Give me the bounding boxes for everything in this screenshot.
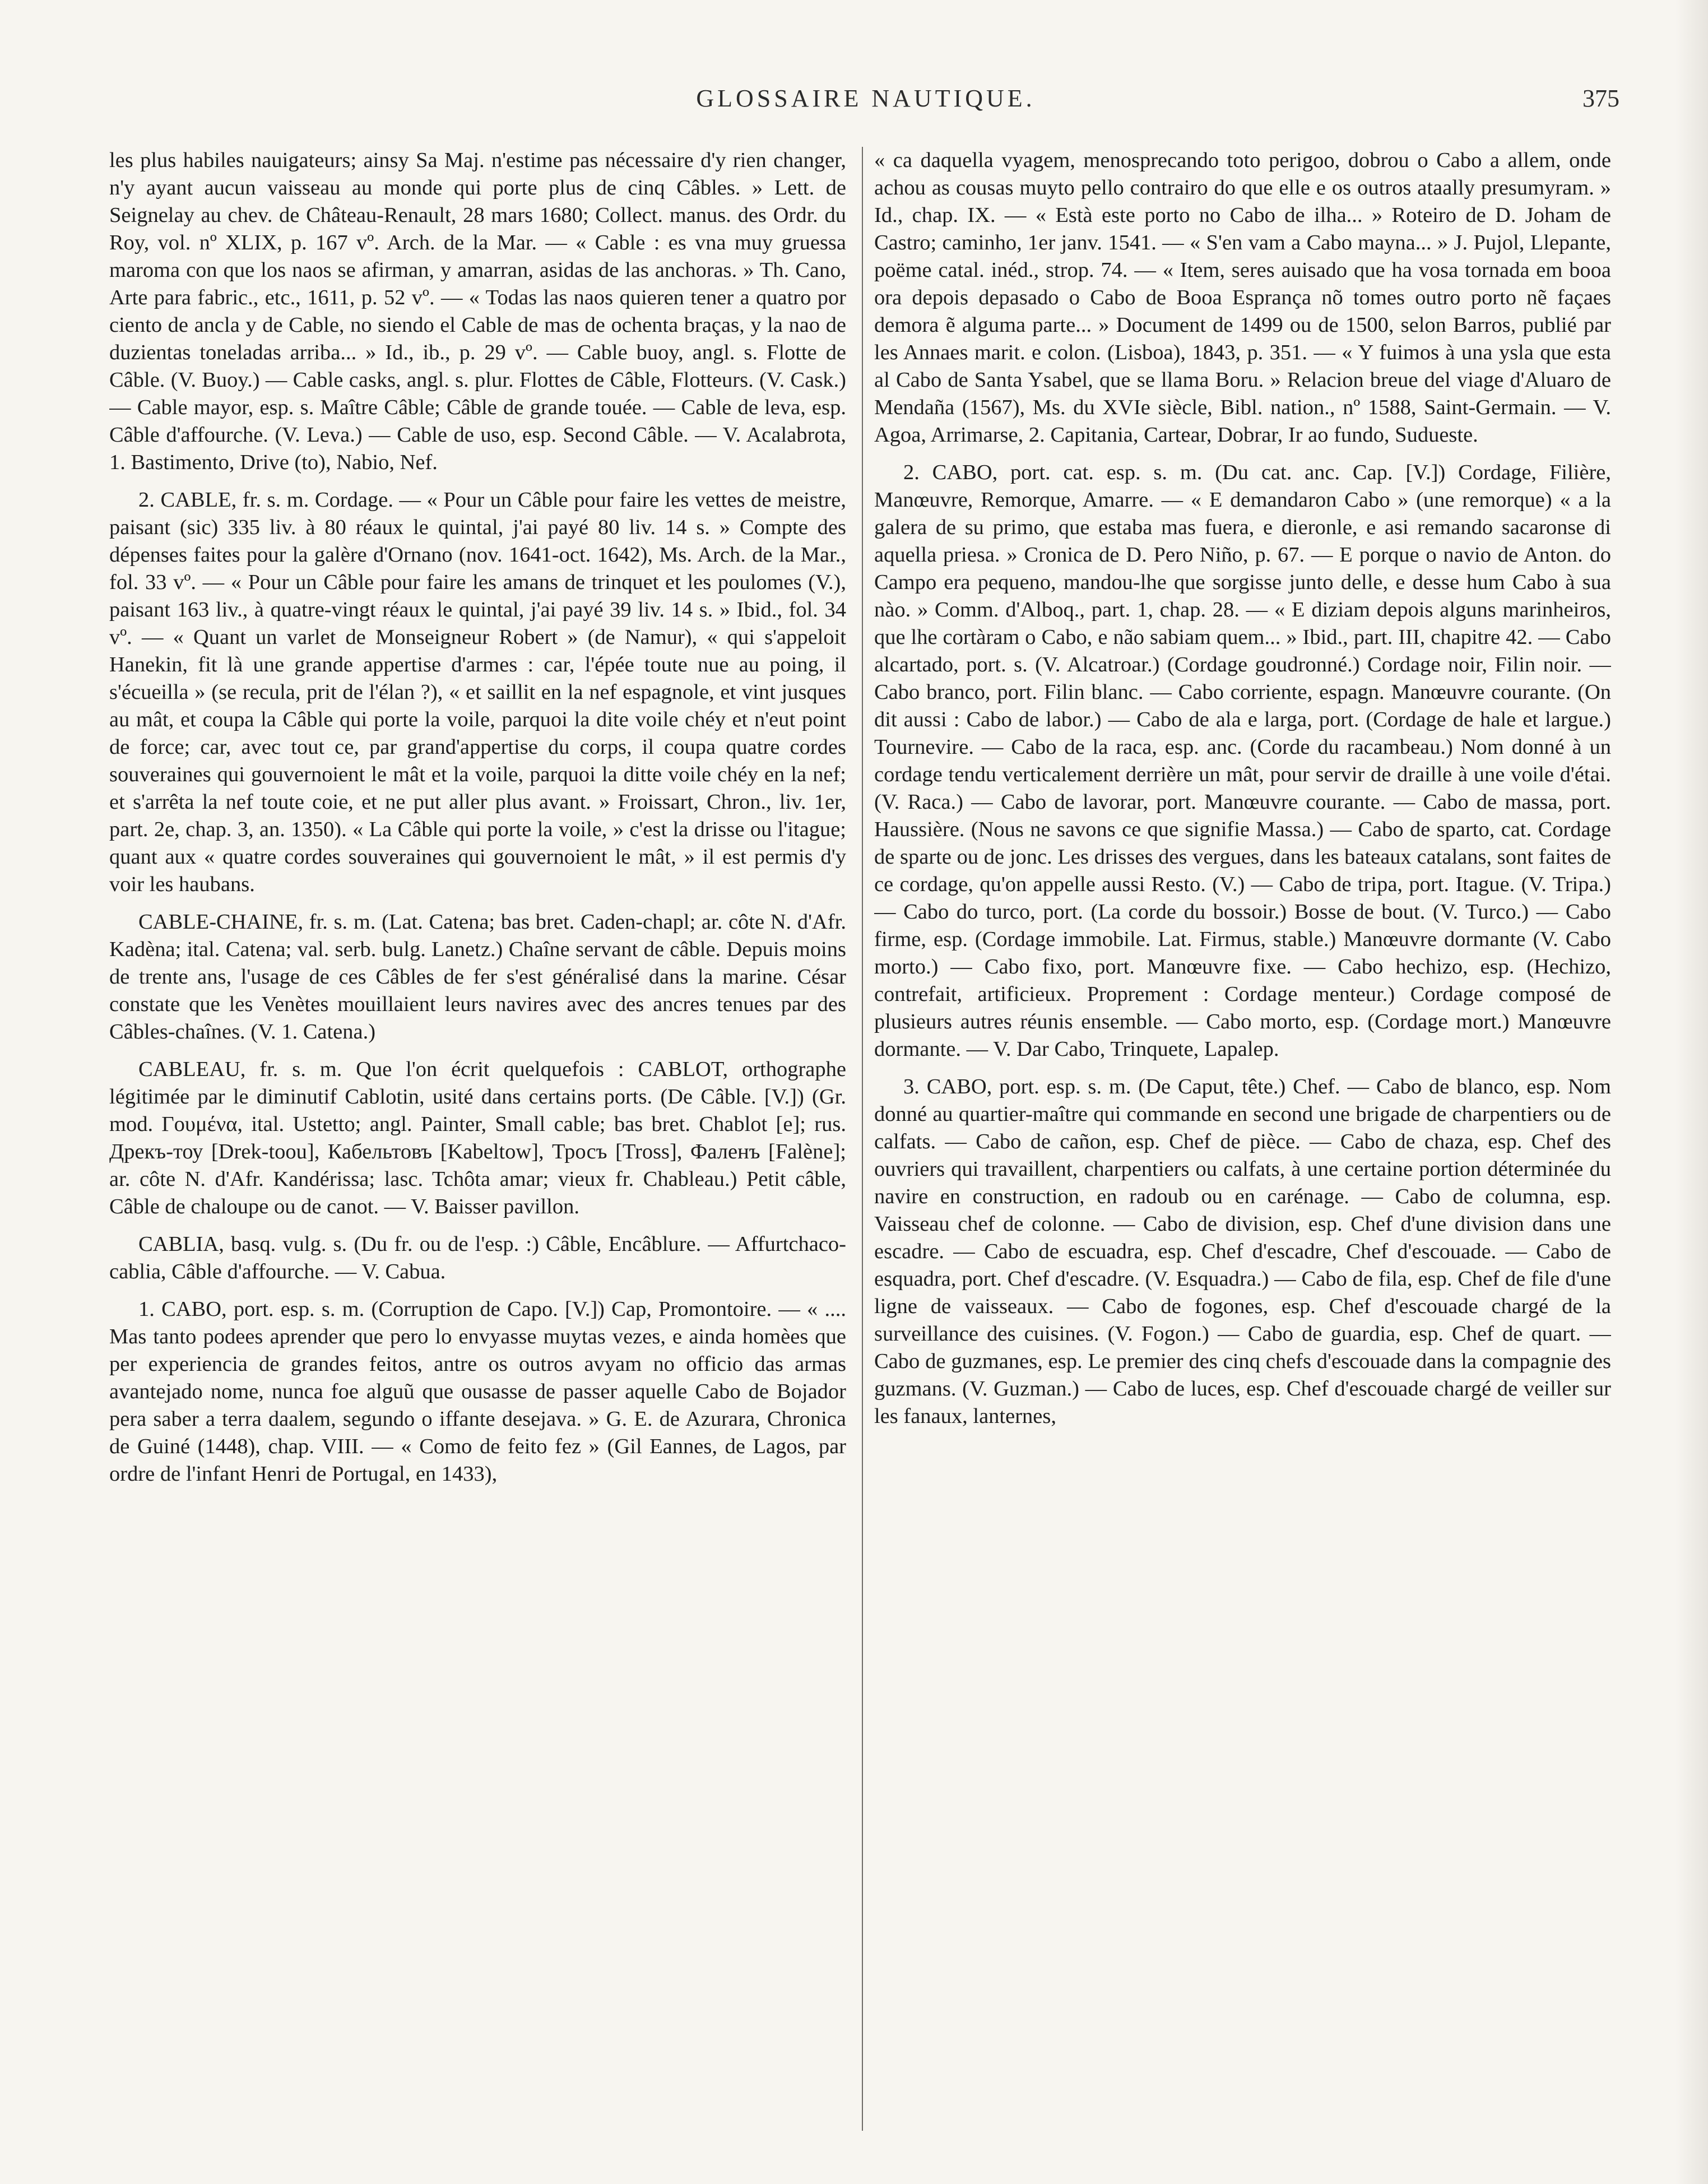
- entry-cablia: CABLIA, basq. vulg. s. (Du fr. ou de l'esp. :) Câble, Encâblure. — Affurtchaco-cablia, Câble d'affourche. — V. Cabua.: [109, 1232, 846, 1283]
- entry-1-cabo: 1. CABO, port. esp. s. m. (Corruption de Capo. [V.]) Cap, Promontoire. — « .... Mas tanto podees aprender que pero lo envyasse muytas vezes, e ainda homèes que per experiencia de grandes feitos, antre os outros avyam no officio das armas avantejado nome, nunca foe alguũ que ousasse de passer aquelle Cabo de Bojador pera saber a terra daalem, segundo o iffante desejava. » G. E. de Azurara, Chronica de Guiné (1448), chap. VIII. — « Como de feito fez » (Gil Eannes, de Lagos, par ordre de l'infant Henri de Portugal, en 1433),: [109, 1297, 846, 1486]
- entry-1-cabo-continued: « ca daquella vyagem, menosprecando toto perigoo, dobrou o Cabo a allem, onde achou as cousas muyto pello contrairo do que elle e os outros ataally presumyram. » Id., chap. IX. — « Està este porto no Cabo de ilha... » Roteiro de D. Joham de Castro; caminho, 1er janv. 1541. — « S'en vam a Cabo mayna... » J. Pujol, Llepante, poëme catal. inéd., strop. 74. — « Item, seres auisado que ha vosa tornada em booa ora depois depasado o Cabo de Booa Esprança nõ tomes outro porto nẽ façaes demora ẽ alguma parte... » Document de 1499 ou de 1500, selon Barros, publié par les Annaes marit. e colon. (Lisboa), 1843, p. 351. — « Y fuimos à una ysla que esta al Cabo de Santa Ysabel, que se llama Boru. » Relacion breue del viage d'Aluaro de Mendaña (1567), Ms. du XVIe siècle, Bibl. nation., nº 1588, Saint-Germain. — V. Agoa, Arrimarse, 2. Capitania, Cartear, Dobrar, Ir ao fundo, Sudueste.: [874, 149, 1611, 447]
- entry-cableau: CABLEAU, fr. s. m. Que l'on écrit quelquefois : CABLOT, orthographe légitimée par le diminutif Cablotin, usité dans certains ports. (De Câble. [V.]) (Gr. mod. Γουμένα, ital. Ustetto; angl. Painter, Small cable; bas bret. Chablot [e]; rus. Дрекъ-тоу [Drek-toou], Кабельтовъ [Kabeltow], Тросъ [Tross], Фаленъ [Falène]; ar. côte N. d'Afr. Kandérissa; lasc. Tchôta amar; vieux fr. Chableau.) Petit câble, Câble de chaloupe ou de canot. — V. Baisser pavillon.: [109, 1058, 846, 1218]
- right-column: [874, 147, 1611, 2142]
- entry-3-cabo: 3. CABO, port. esp. s. m. (De Caput, tête.) Chef. — Cabo de blanco, esp. Nom donné au quartier-maître qui commande en second une brigade de charpentiers ou de calfats. — Cabo de cañon, esp. Chef de pièce. — Cabo de chaza, esp. Chef des ouvriers qui travaillent, charpentiers ou calfats, à une certaine portion déterminée du navire en construction, en radoub ou en carénage. — Cabo de columna, esp. Vaisseau chef de colonne. — Cabo de division, esp. Chef d'une division dans une escadre. — Cabo de escuadra, esp. Chef d'escadre, Chef d'escouade. — Cabo de esquadra, port. Chef d'escadre. (V. Esquadra.) — Cabo de fila, esp. Chef de file d'une ligne de vaisseaux. — Cabo de fogones, esp. Chef d'escouade chargé de la surveillance des cuisines. (V. Fogon.) — Cabo de guardia, esp. Chef de quart. — Cabo de guzmanes, esp. Le premier des cinq chefs d'escouade dans la compagnie des guzmans. (V. Guzman.) — Cabo de luces, esp. Chef d'escouade chargé de veiller sur les fanaux, lanternes,: [874, 1075, 1611, 1428]
- entry-2-cable: 2. CABLE, fr. s. m. Cordage. — « Pour un Câble pour faire les vettes de meistre, paisant (sic) 335 liv. à 80 réaux le quintal, j'ai payé 80 liv. 14 s. » Compte des dépenses faites pour la galère d'Ornano (nov. 1641-oct. 1642), Ms. Arch. de la Mar., fol. 33 vº. — « Pour un Câble pour faire les amans de trinquet et les poulomes (V.), paisant 163 liv., à quatre-vingt réaux le quintal, j'ai payé 39 liv. 14 s. » Ibid., fol. 34 vº. — « Quant un varlet de Monseigneur Robert » (de Namur), « qui s'appeloit Hanekin, fit là une grande appertise d'armes : car, l'épée toute nue au poing, il s'écueilla » (se recula, prit de l'élan ?), « et saillit en la nef espagnole, et vint jusques au mât, et coupa la Câble qui porte la voile, parquoi la dite voile chéy et n'eut point de force; car, avec tout ce, par grand'appertise du corps, il coupa quatre cordes souveraines qui gouvernoient le mât et la voile, parquoi la ditte voile chéy en la nef; et s'arrêta la nef toute coie, et ne put aller plus avant. » Froissart, Chron., liv. 1er, part. 2e, chap. 3, an. 1350). « La Câble qui porte la voile, » c'est la drisse ou l'itague; quant aux « quatre cordes souveraines qui gouvernoient le mât, » il est permis d'y voir les haubans.: [109, 488, 846, 896]
- page-header: [112, 84, 1619, 135]
- column-divider: [862, 147, 863, 2131]
- entry-cable-chaine: CABLE-CHAINE, fr. s. m. (Lat. Catena; bas bret. Caden-chapl; ar. côte N. d'Afr. Kadèna; ital. Catena; val. serb. bulg. Lanetz.) Chaîne servant de câble. Depuis moins de trente ans, l'usage de ces Câbles de fer s'est généralisé dans la marine. César constate que les Venètes mouillaient leurs navires avec des ancres tenues par des Câbles-chaînes. (V. 1. Catena.): [109, 910, 846, 1044]
- entry-cable-continued: les plus habiles nauigateurs; ainsy Sa Maj. n'estime pas nécessaire d'y rien changer, n'y ayant aucun vaisseau au monde qui porte plus de cinq Câbles. » Lett. de Seignelay au chev. de Château-Renault, 28 mars 1680; Collect. manus. des Ordr. du Roy, vol. nº XLIX, p. 167 vº. Arch. de la Mar. — « Cable : es vna muy gruessa maroma con que los naos se afirman, y amarran, asidas de las anchoras. » Th. Cano, Arte para fabric., etc., 1611, p. 52 vº. — « Todas las naos quieren tener a quatro por ciento de ancla y de Cable, no siendo el Cable de mas de ochenta braças, y la nao de duzientas toneladas arriba... » Id., ib., p. 29 vº. — Cable buoy, angl. s. Flotte de Câble. (V. Buoy.) — Cable casks, angl. s. plur. Flottes de Câble, Flotteurs. (V. Cask.) — Cable mayor, esp. s. Maître Câble; Câble de grande touée. — Cable de leva, esp. Câble d'affourche. (V. Leva.) — Cable de uso, esp. Second Câble. — V. Acalabrota, 1. Bastimento, Drive (to), Nabio, Nef.: [109, 149, 846, 474]
- page-number: 375: [1582, 85, 1619, 112]
- left-column: [109, 147, 846, 2142]
- entry-2-cabo: 2. CABO, port. cat. esp. s. m. (Du cat. anc. Cap. [V.]) Cordage, Filière, Manœuvre, Remorque, Amarre. — « E demandaron Cabo » (une remorque) « a la galera de su primo, que estaba mas fuera, e dieronle, e asi remando sacaronse di aquella priesa. » Cronica de D. Pero Niño, p. 67. — E porque o navio de Anton. do Campo era pequeno, mandou-lhe que sorgisse junto delle, e desse hum Cabo à sua nào. » Comm. d'Alboq., part. 1, chap. 28. — « E diziam depois alguns marinheiros, que lhe cortàram o Cabo, e não sabiam quem... » Ibid., part. III, chapitre 42. — Cabo alcartado, port. s. (V. Alcatroar.) (Cordage goudronné.) Cordage noir, Filin noir. — Cabo branco, port. Filin blanc. — Cabo corriente, espagn. Manœuvre courante. (On dit aussi : Cabo de labor.) — Cabo de ala e larga, port. (Cordage de hale et largue.) Tournevire. — Cabo de la raca, esp. anc. (Corde du racambeau.) Nom donné à un cordage tendu verticalement derrière un mât, pour servir de draille à une voile d'étai. (V. Raca.) — Cabo de lavorar, port. Manœuvre courante. — Cabo de massa, port. Haussière. (Nous ne savons ce que signifie Massa.) — Cabo de sparto, cat. Cordage de sparte ou de jonc. Les drisses des vergues, dans les bateaux catalans, sont faites de ce cordage, qu'on appelle aussi Resto. (V.) — Cabo de tripa, port. Itague. (V. Tripa.) — Cabo do turco, port. (La corde du bossoir.) Bosse de bout. (V. Turco.) — Cabo firme, esp. (Cordage immobile. Lat. Firmus, stable.) Manœuvre dormante (V. Cabo morto.) — Cabo fixo, port. Manœuvre fixe. — Cabo hechizo, esp. (Hechizo, contrefait, artificieux. Proprement : Cordage menteur.) Cordage composé de plusieurs autres réunis ensemble. — Cabo morto, esp. (Cordage mort.) Manœuvre dormante. — V. Dar Cabo, Trinquete, Lapalep.: [874, 461, 1611, 1061]
- running-title: GLOSSAIRE NAUTIQUE.: [696, 85, 1036, 112]
- page-edge-shadow: [1675, 0, 1708, 2184]
